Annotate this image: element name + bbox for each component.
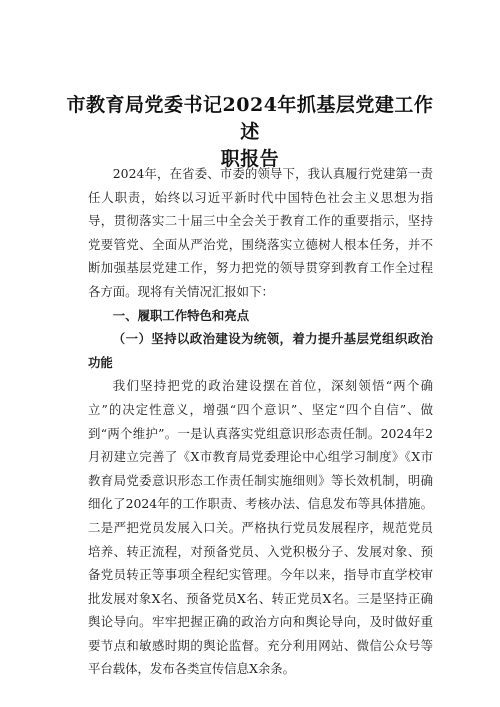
section-heading: 一、履职工作特色和亮点 <box>112 307 250 323</box>
document-title <box>60 92 440 173</box>
intro-paragraph: 2024年，在省委、市委的领导下，我认真履行党建第一责任人职责，始终以习近平新时代中国特色社会主义思想为指导，贯彻落实二十届三中全会关于教育工作的重要指示，坚持党要管党、全面从严治党，围绕落实立德树人根本任务，并不断加强基层党建工作，努力把党的领导贯穿到教育工作全过程各方面。现将有关情况汇报如下： <box>88 166 433 299</box>
subsection-paragraph: 我们坚持把党的政治建设摆在首位，深刻领悟“两个确立”的决定性意义，增强“四个意识”、坚定“四个自信”、做到“两个维护”。一是认真落实党组意识形态责任制。2024年2月初建立完善了《X市教育局党委理论中心组学习制度》《X市教育局党委意识形态工作责任制实施细则》等长效机制，明确细化了2024年的工作职责、考核办法、信息发布等具体措施。二是严把党员发展入口关。严格执行党员发展程序，规范党员培养、转正流程，对预备党员、入党积极分子、发展对象、预备党员转正等事项全程纪实管理。今年以来，指导市直学校审批发展对象X名、预备党员X名、转正党员X名。三是坚持正确舆论导向。牢牢把握正确的政治方向和舆论导向，及时做好重要节点和敏感时期的舆论监督。充分利用网站、微信公众号等平台载体，发布各类宣传信息X余条。 <box>88 378 433 677</box>
document-body <box>88 162 433 681</box>
title-line-2: 职报告 <box>220 148 280 170</box>
title-line-1: 市教育局党委书记2024年抓基层党建工作述 <box>66 94 434 143</box>
subsection-heading: （一）坚持以政治建设为统领，着力提升基层党组织政治功能 <box>88 331 433 370</box>
